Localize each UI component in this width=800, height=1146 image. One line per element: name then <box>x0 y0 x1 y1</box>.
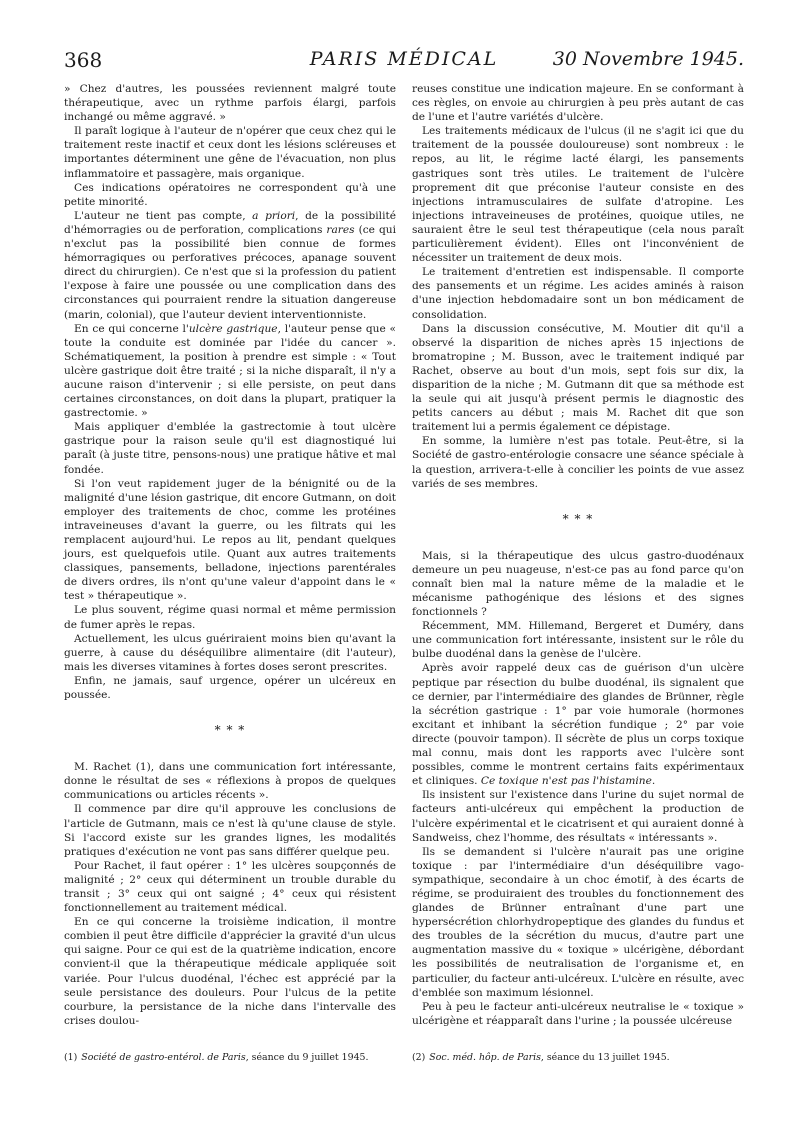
text-run: (ce qui n'exclut pas la possibilité bien connue de formes hémorragiques ou perforatives précoces, apanage souvent direct du chirurgien). Ce n'est que si la profession du patient l'expose à faire une poussée ou une complication dans des circonstances qui pourraient rendre la situation dangereuse (marin, colonial), que l'auteur devient interventionniste. <box>64 223 396 321</box>
italic-text: ulcère gastrique <box>188 322 278 335</box>
left-column <box>64 82 396 1028</box>
footnote <box>64 1052 396 1063</box>
paragraph: » Chez d'autres, les poussées reviennent malgré toute thérapeutique, avec un rythme parfois élargi, parfois inchangé ou même aggravé. » <box>64 83 396 124</box>
text-run: Après avoir rappelé deux cas de guérison d'un ulcère peptique par résection du bulbe duodénal, ils signalent que ce dernier, par l'intermédiaire des glandes de Brünner, règle la sécrétion gastrique : 1° par voie humorale (hormones excitant et inhibant la sécrétion fundique ; 2° par voie directe (pouvoir tampon). Il sécrète de plus un corps toxique mal connu, mais dont les rapports avec l'ulcère sont possibles, comme le montrent certains faits expérimentaux et cliniques. <box>412 662 744 788</box>
paragraph <box>64 322 396 421</box>
paragraph: En somme, la lumière n'est pas totale. Peut-être, si la Société de gastro-entérologie consacre une séance spéciale à la question, arrivera-t-elle à concilier les points de vue assez variés de ses membres. <box>412 435 744 490</box>
paragraph: Le traitement d'entretien est indispensable. Il comporte des pansements et un régime. Les acides aminés à raison d'une injection hebdomadaire sont un bon médicament de consolidation. <box>412 266 744 321</box>
page-number: 368 <box>64 48 103 72</box>
section-asterism: * * * <box>562 511 594 526</box>
paragraph: Dans la discussion consécutive, M. Moutier dit qu'il a observé la disparition de niches après 15 injections de bromatropine ; M. Busson, avec le traitement indiqué par Rachet, observe au bout d'un mois, sept fois sur dix, la disparition de la niche ; M. Gutmann dit que sa méthode est la seule qui ait jusqu'à présent permis le diagnostic des petits cancers au début ; mais M. Rachet dit que son traitement lui a permis également ce dépistage. <box>412 322 744 434</box>
paragraph: Peu à peu le facteur anti-ulcéreux neutralise le « toxique » ulcérigène et réapparaît dans l'urine ; la poussée ulcéreuse <box>412 1000 744 1027</box>
paragraph: Mais, si la thérapeutique des ulcus gastro-duodénaux demeure un peu nuageuse, n'est-ce pas au fond parce qu'on connaît bien mal la nature même de la maladie et le mécanisme pathogénique des lésions et des signes fonctionnels ? <box>412 549 744 619</box>
paragraph: Récemment, MM. Hillemand, Bergeret et Duméry, dans une communication fort intéressante, insistent sur le rôle du bulbe duodénal dans la genèse de l'ulcère. <box>412 620 744 661</box>
footnote-source: Société de gastro-entérol. de Paris <box>81 1052 246 1063</box>
footnote-number: (2) <box>412 1052 426 1063</box>
section-asterism: * * * <box>214 723 246 738</box>
issue-date: 30 Novembre 1945. <box>552 48 744 70</box>
paragraph: Pour Rachet, il faut opérer : 1° les ulcères soupçonnés de malignité ; 2° ceux qui déterminent un trouble durable du transit ; 3° ceux qui ont saigné ; 4° ceux qui résistent fonctionnellement au traitement médical. <box>64 859 396 915</box>
paragraph: Actuellement, les ulcus guériraient moins bien qu'avant la guerre, à cause du déséquilibre alimentaire (dit l'auteur), mais les diverses vitamines à fortes doses seront prescrites. <box>64 632 396 673</box>
footnote-text: , séance du 9 juillet 1945. <box>245 1052 369 1063</box>
italic-text: Ce toxique n'est pas l'histamine. <box>480 775 656 788</box>
paragraph: Il commence par dire qu'il approuve les conclusions de l'article de Gutmann, mais ce n'est là qu'une clause de style. Si l'accord existe sur les grandes lignes, les modalités pratiques d'exécution ne vont pas sans différer quelque peu. <box>64 803 396 858</box>
text-run: L'auteur ne tient pas compte, <box>74 209 253 222</box>
paragraph: reuses constitue une indication majeure. En se conformant à ces règles, on envoie au chirurgien à peu près autant de cas de l'une et l'autre variétés d'ulcère. <box>412 83 744 124</box>
paragraph: Mais appliquer d'emblée la gastrectomie à tout ulcère gastrique pour la raison seule qu'il est diagnostiqué lui paraît (à juste titre, pensons-nous) une pratique hâtive et mal fondée. <box>64 421 396 476</box>
italic-text: rares <box>326 223 355 236</box>
footnote-text: , séance du 13 juillet 1945. <box>540 1052 670 1063</box>
paragraph: Ils insistent sur l'existence dans l'urine du sujet normal de facteurs anti-ulcéreux qui empêchent la production de l'ulcère expérimental et le cicatrisent et qui auraient donné à Sandweiss, chez l'homme, des résultats « intéressants ». <box>412 789 744 844</box>
italic-text: a priori <box>252 209 296 222</box>
paragraph: Il paraît logique à l'auteur de n'opérer que ceux chez qui le traitement reste inactif et ceux dont les lésions scléreuses et importantes déterminent une gêne de l'évacuation, non plus inflammatoire et passagère, mais organique. <box>64 125 396 180</box>
paragraph: En ce qui concerne la troisième indication, il montre combien il peut être difficile d'apprécier la gravité d'un ulcus qui saigne. Pour ce qui est de la quatrième indication, encore convient-il que la thérapeutique médicale appliquée soit variée. Pour l'ulcus duodénal, l'échec est apprécié par la seule persistance des douleurs. Pour l'ulcus de la petite courbure, la persistance de la niche dans l'intervalle des crises doulou- <box>64 916 396 1027</box>
paragraph: Si l'on veut rapidement juger de la bénignité ou de la malignité d'une lésion gastrique, dit encore Gutmann, on doit employer des traitements de choc, comme les protéines intraveineuses d'avant la guerre, ou les filtrats qui les remplacent aujourd'hui. Le repos au lit, pendant quelques jours, est quelquefois utile. Quant aux autres traitements classiques, pansements, belladone, injections parentérales de divers ordres, ils n'ont qu'une valeur d'appoint dans le « test » thérapeutique ». <box>64 477 396 603</box>
text-run: , l'auteur pense que « toute la conduite est dominée par l'idée du cancer ». Schématiquement, la position à prendre est simple : « Tout ulcère gastrique doit être traité ; si la niche disparaît, il n'y a aucune raison d'intervenir ; si elle persiste, on peut dans certaines circonstances, on doit dans la plupart, pratiquer la gastrectomie. » <box>64 322 397 420</box>
text-run: En ce qui concerne l' <box>74 322 189 335</box>
paragraph: Ils se demandent si l'ulcère n'aurait pas une origine toxique : par l'intermédiaire d'un déséquilibre vago-sympathique, secondaire à un choc émotif, à des écarts de régime, se produiraient des troubles du fonctionnement des glandes de Brünner entraînant d'une part une hypersécrétion chlorhydropeptique des glandes du fundus et des troubles de la sécrétion du mucus, d'autre part une augmentation massive du « toxique » ulcérigène, débordant les possibilités de neutralisation de l'organisme et, en particulier, du facteur anti-ulcéreux. L'ulcère en résulte, avec d'emblée son maximum lésionnel. <box>412 845 744 999</box>
page-header <box>64 48 744 80</box>
paragraph: Le plus souvent, régime quasi normal et même permission de fumer après le repas. <box>64 604 396 631</box>
text-run: , de la possibilité d'hémorragies ou de perforation, complications <box>64 209 396 236</box>
paragraph <box>64 209 396 322</box>
right-column <box>412 82 744 1028</box>
paragraph: Les traitements médicaux de l'ulcus (il ne s'agit ici que du traitement de la poussée douloureuse) sont nombreux : le repos, au lit, le régime lacté élargi, les pansements gastriques sont très utiles. Le traitement de l'ulcère proprement dit que préconise l'auteur consiste en des injections intramusculaires de sulfate d'atropine. Les injections intraveineuses de protéines, quoique utiles, ne sauraient être le seul test thérapeutique (cela nous paraît particulièrement évident). Elles ont l'inconvénient de nécessiter un traitement de deux mois. <box>412 125 744 265</box>
paragraph: Enfin, ne jamais, sauf urgence, opérer un ulcéreux en poussée. <box>64 674 396 702</box>
journal-title: PARIS MÉDICAL <box>309 48 499 70</box>
paragraph <box>412 661 744 788</box>
footnote-number: (1) <box>64 1052 78 1063</box>
paragraph: M. Rachet (1), dans une communication fort intéressante, donne le résultat de ses « réflexions à propos de quelques communications ou articles récents ». <box>64 761 396 802</box>
footnote-source: Soc. méd. hôp. de Paris <box>429 1052 541 1063</box>
paragraph: Ces indications opératoires ne correspondent qu'à une petite minorité. <box>64 181 396 208</box>
footnote <box>412 1052 744 1063</box>
